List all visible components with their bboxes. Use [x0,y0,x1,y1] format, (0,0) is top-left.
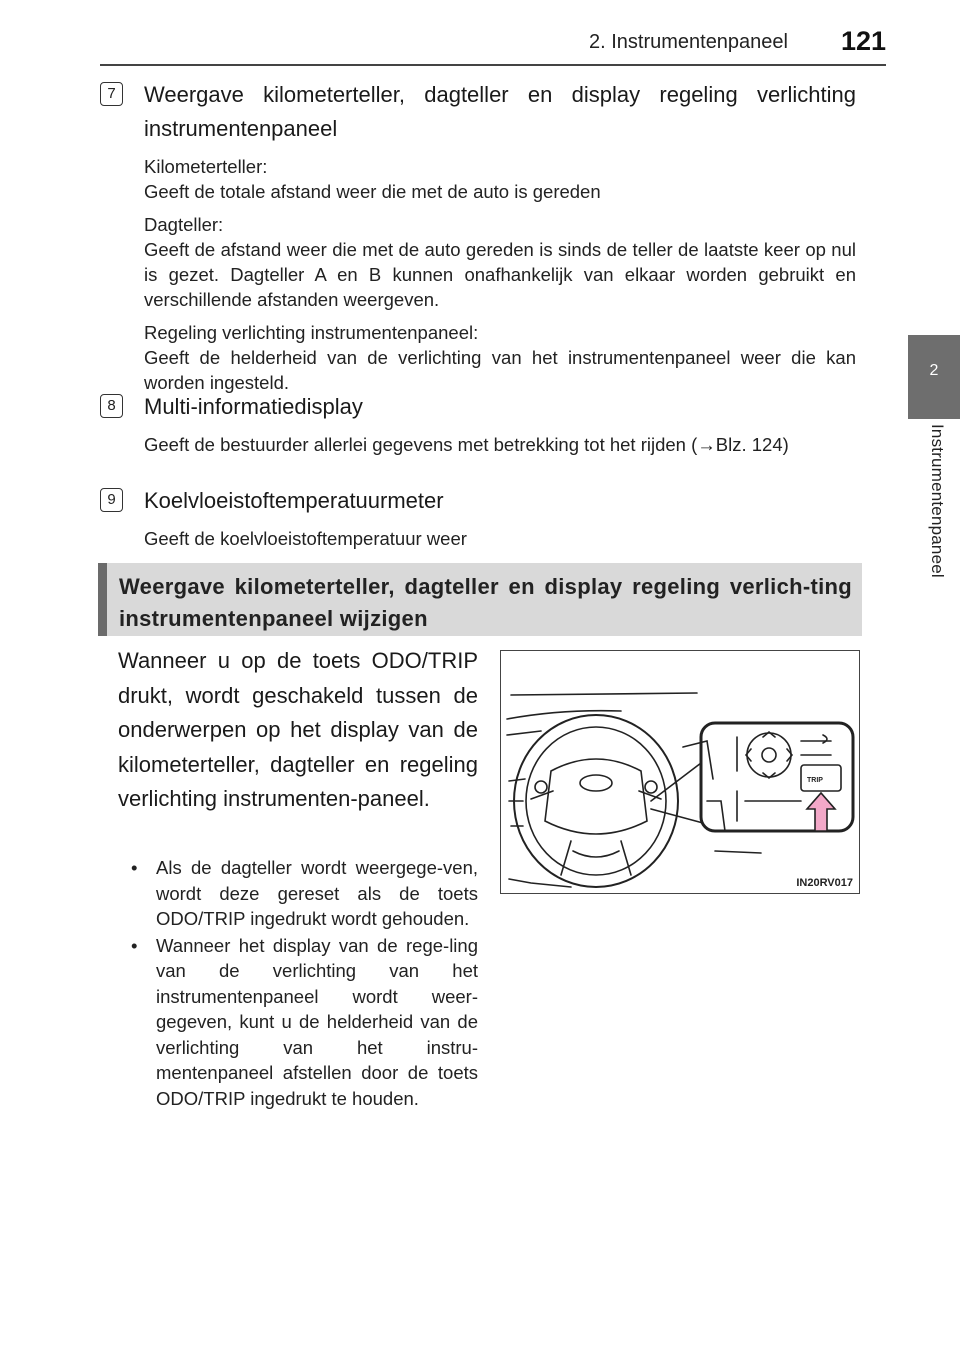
item-odometer-display [100,78,856,395]
item-title: Koelvloeistoftemperatuurmeter [144,488,444,513]
section-title: 2. Instrumentenpaneel [588,31,788,53]
paragraph-text [144,526,856,551]
paragraph-text [144,432,856,457]
paragraph-label: Dagteller: [144,214,224,235]
item-title: Weergave kilometerteller, dagteller en display regeling verlichting instrumentenpaneel [144,82,856,141]
bullet-list [128,855,478,1112]
paragraph-text: Geeft de bestuurder allerlei gegevens met betrekking tot het rijden (→Blz. 124) [144,434,789,455]
paragraph-tripmeter [144,212,856,312]
steering-wheel-illustration [500,650,860,894]
item-number-badge: 9 [100,488,123,512]
trip-button-label: TRIP [807,777,823,784]
paragraph-odometer [144,154,856,204]
paragraph-text: Geeft de totale afstand weer die met de auto is gereden [144,181,601,202]
page-number: 121 [840,26,886,56]
chapter-tab: 2 [908,335,960,419]
section-banner [98,563,862,636]
paragraph-text: Geeft de afstand weer die met de auto gereden is sinds de teller de laatste keer op nul is gezet. Dagteller A en B kunnen onafhankelijk van elkaar worden gebruikt en verschillende afstanden weergeven. [144,239,856,310]
item-number-badge: 7 [100,82,123,106]
paragraph-label: Regeling verlichting instrumentenpaneel: [144,322,479,343]
item-title: Multi-informatiedisplay [144,394,363,419]
bullet-item: • Wanneer het display van de rege-ling van de verlichting van het instrumentenpaneel wordt weer-gegeven, kunt u de helderheid van de verlichting van het instru-mentenpaneel afstellen door de toets ODO/TRIP ingedrukt te houden. [128,933,478,1112]
body-text: Wanneer u op de toets ODO/TRIP drukt, wordt geschakeld tussen de onderwerpen op het display van de kilometerteller, dagteller en regeling verlichting instrumenten-paneel. [118,648,478,811]
item-multi-information-display [100,390,856,457]
item-coolant-gauge [100,484,856,551]
steering-wheel-drawing [501,651,860,894]
item-number-badge: 8 [100,394,123,418]
page-header [100,0,886,60]
header-rule [100,64,886,66]
figure-code: IN20RV017 [796,877,853,889]
bullet-item: • Als de dagteller wordt weergege-ven, wordt deze gereset als de toets ODO/TRIP ingedrukt wordt gehouden. [128,855,478,932]
paragraph-text: Geeft de koelvloeistoftemperatuur weer [144,528,467,549]
chapter-label: Instrumentenpaneel [928,424,947,578]
paragraph-illumination [144,320,856,395]
banner-title: Weergave kilometerteller, dagteller en display regeling verlich-ting instrumentenpaneel wijzigen [119,574,852,631]
paragraph-text: Geeft de helderheid van de verlichting van het instrumentenpaneel weer die kan worden ingesteld. [144,347,856,393]
paragraph-label: Kilometerteller: [144,156,268,177]
